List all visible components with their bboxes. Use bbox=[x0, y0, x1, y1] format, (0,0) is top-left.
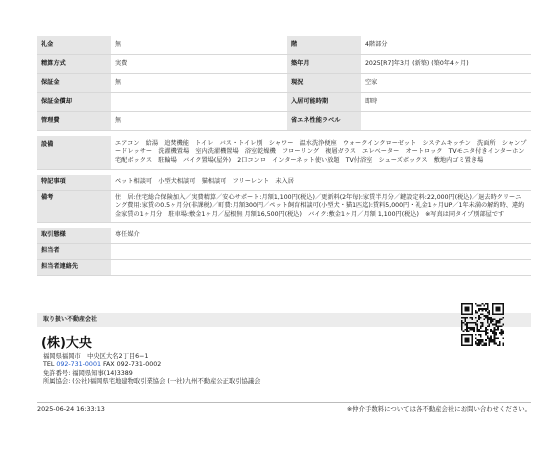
summary-value: 無 bbox=[111, 36, 287, 55]
transaction-row bbox=[37, 228, 531, 244]
summary-label: 保証金償却 bbox=[37, 93, 111, 112]
summary-value: 無 bbox=[111, 74, 287, 93]
summary-row bbox=[37, 93, 531, 112]
remarks-label: 備考 bbox=[37, 191, 111, 223]
remarks-value: 住 居:住宅総合保険加入／実費精算／安心サポート:月額1,100円(税込)／更新料(2年毎):家賃半月分／鍵設定料:22,000円(税込)／退去時クリーニング費用:家賃の0.5ヶ月分(非課税)／町費:月額300円／ペット飼育相談可(小型犬・猫1匹迄):賃料5,000円・礼金1ヶ月UP／1年未満の解約時、違約金家賃の1ヶ月分 駐車場:敷金1ヶ月／屋根無 月額16,500円(税込) バイク:敷金1ヶ月／月額 1,100円(税込) ※写真は同タイプ別部屋です bbox=[111, 191, 531, 223]
dealer-name: (株)大央 bbox=[41, 336, 92, 351]
summary-label: 精算方式 bbox=[37, 55, 111, 74]
summary-label: 礼金 bbox=[37, 36, 111, 55]
summary-value: 4階部分 bbox=[361, 36, 531, 55]
summary-label: 階 bbox=[287, 36, 361, 55]
dealer-association: 所属協会: (公社)福岡県宅地建物取引業協会 (一社)九州不動産公正取引協議会 bbox=[43, 378, 261, 386]
equipment-value: エアコン 給湯 追焚機能 トイレ バス・トイレ別 シャワー 温水洗浄便座 ウォークインクローゼット システムキッチン 洗面所 シャンプードレッサー 洗濯機置場 室内洗濯機置場 浴室乾燥機 フローリング 複層ガラス エレベーター オートロック TVモニタ付きインターホン 宅配ボックス 駐輪場 バイク置場(屋外) 2口コンロ インターネット使い放題 TV付浴室 シューズボックス 敷地内ゴミ置き場 bbox=[111, 136, 531, 170]
contact-info-row bbox=[37, 260, 531, 276]
brokerage-fee-note: ※仲介手数料については各不動産会社にお問い合わせください。 bbox=[346, 405, 531, 413]
summary-value: 2025[R7]年3月 (新築) (築0年4ヶ月) bbox=[361, 55, 531, 74]
equipment-label: 設備 bbox=[37, 136, 111, 170]
contact-info-label: 担当者連絡先 bbox=[37, 260, 111, 276]
summary-value bbox=[111, 93, 287, 112]
property-details-sheet bbox=[37, 36, 531, 276]
summary-label: 現況 bbox=[287, 74, 361, 93]
dealer-license: 免許番号: 福岡県知事(14)3389 bbox=[43, 369, 133, 377]
qr-code-icon bbox=[461, 303, 504, 346]
dealer-section bbox=[37, 313, 531, 401]
summary-label: 管理費 bbox=[37, 112, 111, 131]
summary-row bbox=[37, 55, 531, 74]
footer bbox=[37, 402, 531, 414]
summary-value: 空家 bbox=[361, 74, 531, 93]
tel-prefix: TEL bbox=[43, 361, 57, 369]
summary-value: 無 bbox=[111, 112, 287, 131]
equipment-row bbox=[37, 136, 531, 170]
transaction-label: 取引態様 bbox=[37, 228, 111, 244]
summary-value: 即時 bbox=[361, 93, 531, 112]
summary-value: 実費 bbox=[111, 55, 287, 74]
summary-row bbox=[37, 36, 531, 55]
special-notes-value: ペット相談可 小型犬相談可 猫相談可 フリーレント 未入居 bbox=[111, 175, 531, 191]
contact-value bbox=[111, 244, 531, 260]
dealer-section-label: 取り扱い不動産会社 bbox=[37, 313, 531, 327]
property-summary-table bbox=[37, 36, 531, 276]
special-notes-label: 特記事項 bbox=[37, 175, 111, 191]
summary-label: 省エネ性能ラベル bbox=[287, 112, 361, 131]
dealer-info bbox=[43, 353, 260, 386]
fax-number: FAX 092-731-0002 bbox=[100, 361, 162, 369]
tel-link[interactable]: 092-731-0001 bbox=[56, 361, 101, 369]
remarks-row bbox=[37, 191, 531, 223]
summary-value bbox=[361, 112, 531, 131]
special-notes-row bbox=[37, 175, 531, 191]
dealer-phone-line bbox=[43, 361, 260, 369]
summary-label: 保証金 bbox=[37, 74, 111, 93]
summary-row bbox=[37, 112, 531, 131]
summary-label: 築年月 bbox=[287, 55, 361, 74]
contact-label: 担当者 bbox=[37, 244, 111, 260]
print-timestamp: 2025-06-24 16:33:13 bbox=[37, 405, 105, 413]
contact-row bbox=[37, 244, 531, 260]
dealer-address: 福岡県福岡市 中央区大名2丁目6−1 bbox=[43, 353, 149, 360]
summary-label: 入居可能時期 bbox=[287, 93, 361, 112]
summary-row bbox=[37, 74, 531, 93]
contact-info-value bbox=[111, 260, 531, 276]
transaction-value: 専任媒介 bbox=[111, 228, 531, 244]
